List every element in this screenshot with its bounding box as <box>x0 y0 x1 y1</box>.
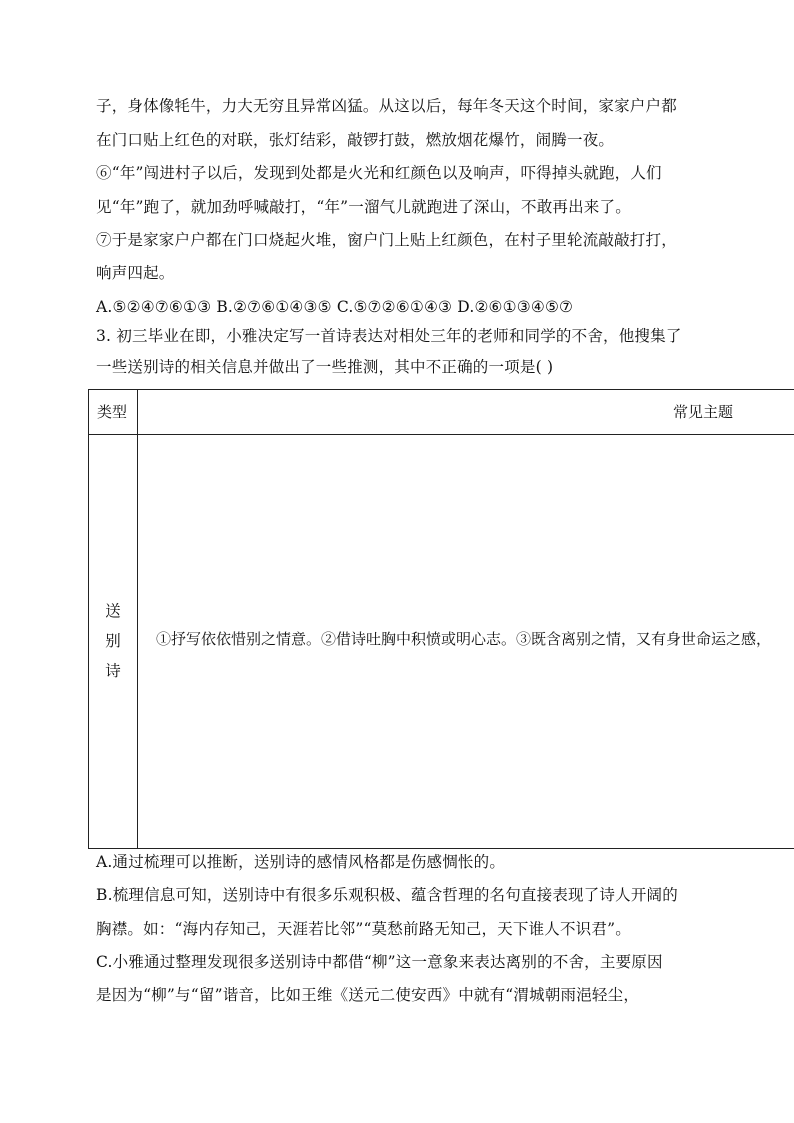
row-type-char: 送 <box>105 602 121 620</box>
table-header-theme: 常见主题 <box>673 403 734 421</box>
passage-line: 在门口贴上红色的对联，张灯结彩，敲锣打鼓，燃放烟花爆竹，闹腾一夜。 <box>96 131 615 149</box>
question-3-stem: 一些送别诗的相关信息并做出了一些推测，其中不正确的一项是( ) <box>96 358 554 376</box>
row-type-char: 诗 <box>105 662 121 680</box>
passage-line: ⑥“年”闯进村子以后，发现到处都是火光和红颜色以及响声，吓得掉头就跑，人们 <box>96 164 662 182</box>
table-column-divider <box>137 390 138 848</box>
question-2-options: A.⑤②④⑦⑥①③ B.②⑦⑥①④③⑤ C.⑤⑦②⑥①④③ D.②⑥①③④⑤⑦ <box>96 298 574 316</box>
passage-line: 子，身体像牦牛，力大无穷且异常凶猛。从这以后，每年冬天这个时间，家家户户都 <box>96 97 677 115</box>
passage-line: 响声四起。 <box>96 264 175 282</box>
question-3-stem: 3. 初三毕业在即，小雅决定写一首诗表达对相处三年的老师和同学的不舍，他搜集了 <box>96 327 682 345</box>
passage-line: ⑦于是家家户户都在门口烧起火堆，窗户门上贴上红颜色，在村子里轮流敲敲打打， <box>96 231 677 249</box>
row-type-char: 别 <box>105 632 121 650</box>
option-c: C.小雅通过整理发现很多送别诗中都借“柳”这一意象来表达离别的不舍，主要原因 <box>96 953 663 971</box>
poem-theme-table <box>88 389 794 849</box>
table-row-content: ①抒写依依惜别之情意。②借诗吐胸中积愤或明心志。③既含离别之情，又有身世命运之感， <box>156 630 772 648</box>
passage-line: 见“年”跑了，就加劲呼喊敲打，“年”一溜气儿就跑进了深山，不敢再出来了。 <box>96 198 631 216</box>
option-c-continued: 是因为“柳”与“留”谐音，比如王维《送元二使安西》中就有“渭城朝雨浥轻尘， <box>96 986 640 1004</box>
table-row-divider <box>89 434 794 435</box>
option-b: B.梳理信息可知，送别诗中有很多乐观积极、蕴含哲理的名句直接表现了诗人开阔的 <box>96 886 678 904</box>
table-row-type <box>101 596 125 686</box>
option-a: A.通过梳理可以推断，送别诗的感情风格都是伤感惆怅的。 <box>96 853 506 871</box>
table-header-type: 类型 <box>97 403 128 421</box>
option-b-continued: 胸襟。如：“海内存知己，天涯若比邻”“莫愁前路无知己，天下谁人不识君”。 <box>96 920 631 938</box>
